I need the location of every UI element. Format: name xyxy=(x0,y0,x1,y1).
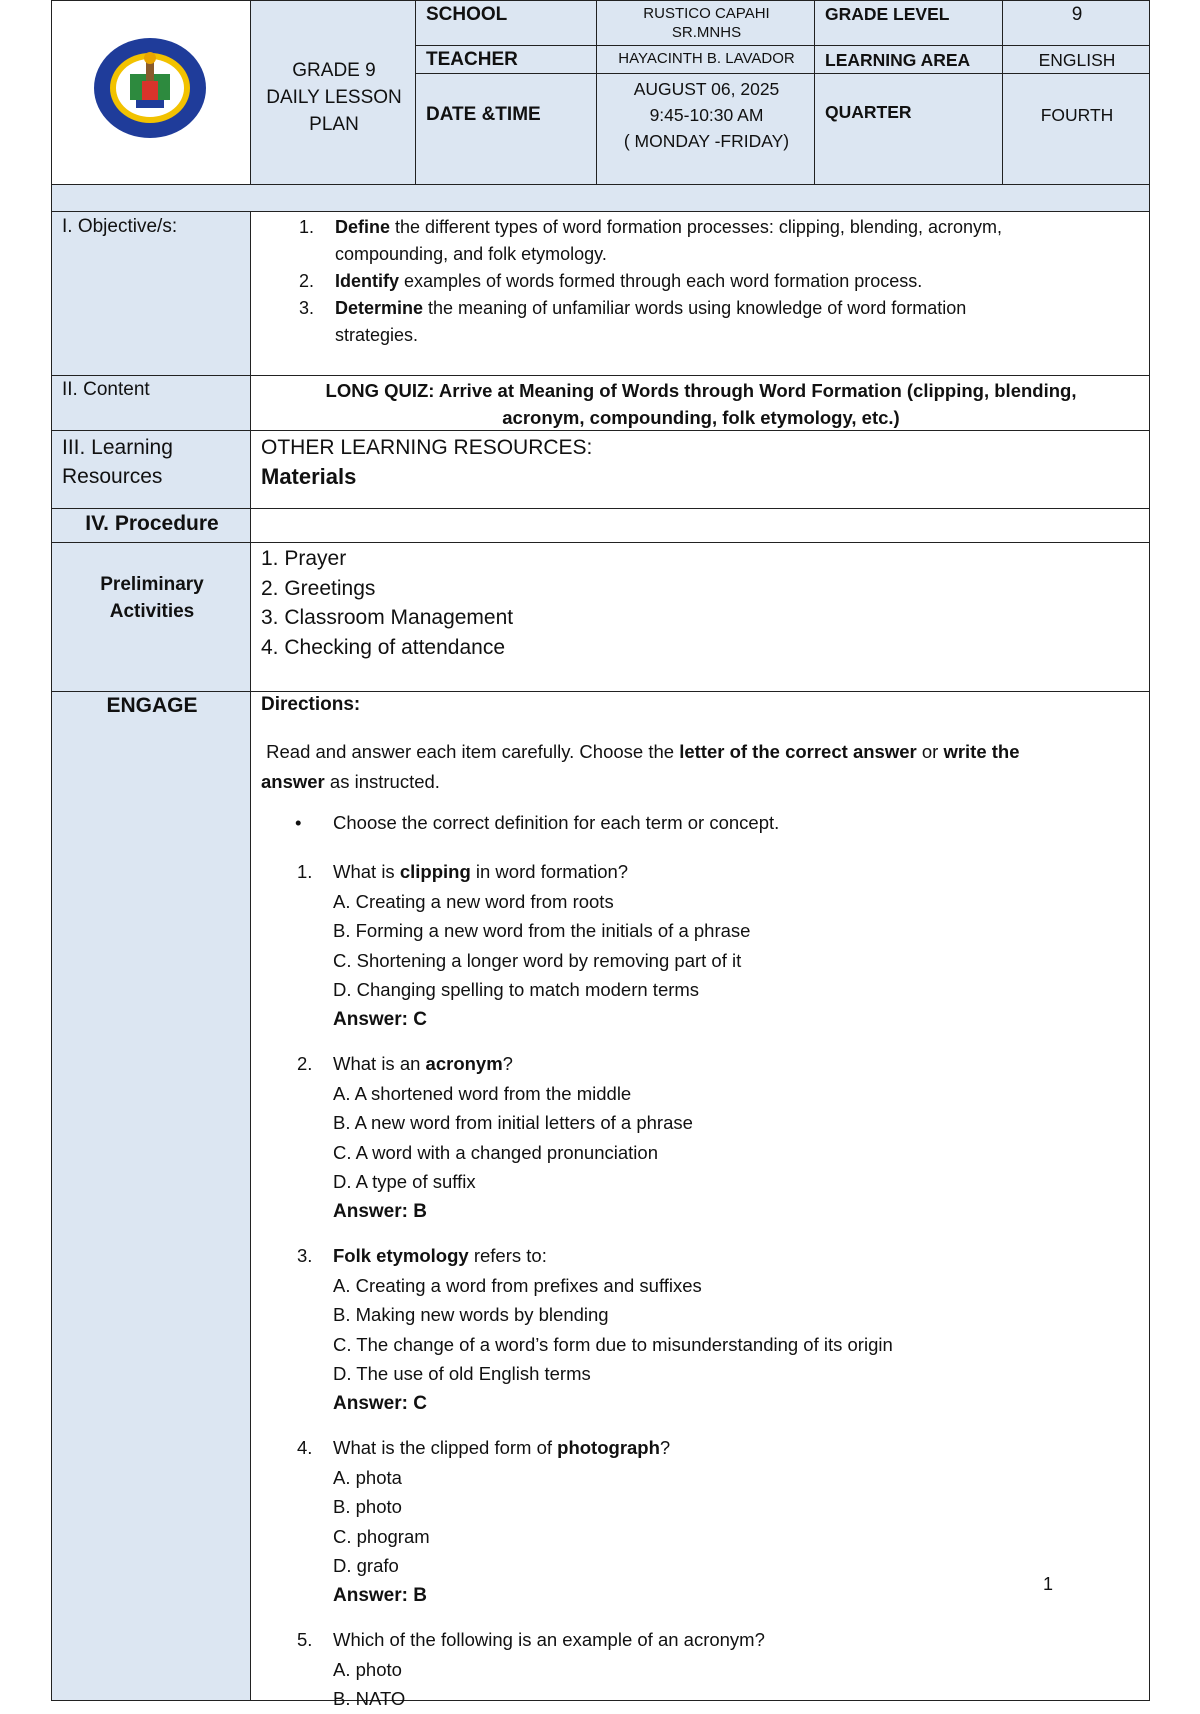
school-logo xyxy=(92,36,208,140)
preliminary-item: 4. Checking of attendance xyxy=(261,635,506,659)
teacher-label-cell xyxy=(415,45,597,74)
resources-cell xyxy=(250,430,1150,509)
quarter-value-cell xyxy=(1002,73,1150,185)
bullet-icon: • xyxy=(295,812,302,833)
procedure-label-cell xyxy=(51,508,251,543)
answer-option: B. photo xyxy=(333,1496,402,1517)
answer-option: C. Shortening a longer word by removing part of it xyxy=(333,949,742,971)
question-number: 1. xyxy=(297,861,313,882)
plan-title-line: PLAN xyxy=(309,114,359,135)
learning-area-label: LEARNING AREA xyxy=(825,50,971,70)
preliminary-label-line: Activities xyxy=(109,601,195,622)
answer-option: A. Creating a new word from roots xyxy=(333,890,614,912)
answer-option: B. A new word from initial letters of a phrase xyxy=(333,1112,693,1133)
answer-option: C. phogram xyxy=(333,1525,430,1547)
objective-number: 2. xyxy=(299,271,315,291)
preliminary-item: 3. Classroom Management xyxy=(261,606,514,629)
plan-title-line: DAILY LESSON xyxy=(266,87,402,108)
quarter-value: FOURTH xyxy=(1040,105,1114,125)
grade-level-label-cell xyxy=(814,0,1003,46)
teacher-value-cell xyxy=(596,45,815,74)
objective-text: the different types of word formation processes: clipping, blending, acronym, xyxy=(390,217,1003,237)
resources-label-line: III. Learning xyxy=(62,436,173,459)
school-value-line: RUSTICO CAPAHI xyxy=(643,5,770,22)
date-label-cell xyxy=(415,73,597,185)
content-label-cell xyxy=(51,375,251,431)
resources-label-line: Resources xyxy=(62,465,163,488)
school-label: SCHOOL xyxy=(426,4,508,25)
preliminary-label-cell xyxy=(51,542,251,692)
question-item xyxy=(297,1241,893,1418)
procedure-cell xyxy=(250,508,1150,543)
school-value-cell xyxy=(596,0,815,46)
preliminary-item: 1. Prayer xyxy=(261,547,347,570)
content-line: acronym, compounding, folk etymology, etc.) xyxy=(502,407,900,428)
date-value-line: AUGUST 06, 2025 xyxy=(633,79,780,99)
learning-area-value: ENGLISH xyxy=(1038,50,1116,70)
quarter-label-cell xyxy=(814,73,1003,185)
question-item xyxy=(297,1049,693,1226)
materials-heading: Materials xyxy=(261,464,357,489)
preliminary-item: 2. Greetings xyxy=(261,576,376,600)
directions-emph-letter: letter of the correct answer xyxy=(679,741,917,762)
answer-option: B. NATO xyxy=(333,1688,406,1709)
answer-option: D. grafo xyxy=(333,1555,399,1576)
question-number: 4. xyxy=(297,1437,313,1458)
resources-label-cell xyxy=(51,430,251,509)
objectives-label: I. Objective/s: xyxy=(62,216,178,237)
answer-option: A. Creating a word from prefixes and suffixes xyxy=(333,1274,702,1296)
teacher-label: TEACHER xyxy=(426,49,518,70)
content-line: LONG QUIZ: Arrive at Meaning of Words through Word Formation (clipping, blending, xyxy=(325,380,1077,401)
school-label-cell xyxy=(415,0,597,46)
answer-option: A. A shortened word from the middle xyxy=(333,1082,632,1104)
directions-text-a: Read and answer each item carefully. Choose the xyxy=(266,741,680,762)
objective-text: examples of words formed through each word formation process. xyxy=(399,271,923,291)
question-text: Folk etymology refers to: xyxy=(333,1245,547,1266)
answer-key: Answer: B xyxy=(333,1200,427,1222)
bullet-instruction: Choose the correct definition for each term or concept. xyxy=(333,812,780,833)
date-label: DATE &TIME xyxy=(426,104,541,125)
answer-key: Answer: C xyxy=(333,1008,427,1030)
grade-level-value-cell xyxy=(1002,0,1150,46)
answer-option: D. A type of suffix xyxy=(333,1171,476,1192)
objective-number: 1. xyxy=(299,217,315,237)
time-value-line: 9:45-10:30 AM xyxy=(649,105,764,125)
question-text: What is clipping in word formation? xyxy=(333,861,629,882)
content-label: II. Content xyxy=(62,379,150,400)
objective-text-cont: compounding, and folk etymology. xyxy=(335,244,607,264)
directions-text-c: or xyxy=(916,741,944,762)
resources-line: OTHER LEARNING RESOURCES: xyxy=(261,436,593,459)
question-number: 2. xyxy=(297,1053,313,1074)
plan-title-cell xyxy=(250,0,416,185)
objective-item xyxy=(251,295,1151,349)
preliminary-label-line: Preliminary xyxy=(100,574,204,595)
learning-area-value-cell xyxy=(1002,45,1150,74)
header-spacer-band xyxy=(51,184,1150,212)
procedure-label: IV. Procedure xyxy=(85,512,219,535)
question-number: 3. xyxy=(297,1245,313,1266)
answer-option: B. Forming a new word from the initials of a phrase xyxy=(333,920,751,941)
objective-item xyxy=(251,214,1151,268)
question-item xyxy=(297,857,751,1034)
question-item xyxy=(297,1625,765,1714)
preliminary-cell xyxy=(250,542,1150,692)
objective-text-cont: strategies. xyxy=(335,325,419,345)
days-value-line: ( MONDAY -FRIDAY) xyxy=(623,131,790,151)
answer-option: A. photo xyxy=(333,1658,402,1680)
date-value-cell xyxy=(596,73,815,185)
learning-area-label-cell xyxy=(814,45,1003,74)
objectives-cell xyxy=(250,211,1150,376)
page-number: 1 xyxy=(1043,1574,1054,1594)
engage-label-cell xyxy=(51,691,251,1701)
logo-cell xyxy=(51,0,251,185)
objective-verb: Determine xyxy=(335,298,424,318)
directions-label: Directions: xyxy=(261,694,361,715)
question-item xyxy=(297,1433,671,1610)
answer-key: Answer: C xyxy=(333,1392,427,1414)
objective-number: 3. xyxy=(299,298,315,318)
objective-text: the meaning of unfamiliar words using knowledge of word formation xyxy=(423,298,967,318)
answer-option: D. Changing spelling to match modern terms xyxy=(333,979,700,1000)
objective-item xyxy=(251,268,1151,295)
answer-option: C. The change of a word’s form due to misunderstanding of its origin xyxy=(333,1333,893,1355)
grade-level-label: GRADE LEVEL xyxy=(825,4,950,24)
plan-title-line: GRADE 9 xyxy=(292,60,376,81)
objective-verb: Define xyxy=(335,217,391,237)
answer-option: D. The use of old English terms xyxy=(333,1363,591,1384)
content-cell xyxy=(250,375,1150,431)
directions-text xyxy=(261,737,1141,796)
directions-text-f: as instructed. xyxy=(324,770,440,792)
objective-verb: Identify xyxy=(335,271,400,291)
grade-level-value: 9 xyxy=(1071,4,1083,25)
engage-label: ENGAGE xyxy=(106,694,198,717)
directions-emph-write: write the xyxy=(943,741,1020,762)
directions-emph-answer: answer xyxy=(261,770,325,792)
question-text: What is an acronym? xyxy=(333,1053,513,1074)
objectives-label-cell xyxy=(51,211,251,376)
question-text: Which of the following is an example of an acronym? xyxy=(333,1629,765,1650)
school-value-line: SR.MNHS xyxy=(671,24,742,41)
answer-key: Answer: B xyxy=(333,1584,427,1606)
answer-option: B. Making new words by blending xyxy=(333,1304,609,1325)
question-number: 5. xyxy=(297,1629,313,1650)
question-text: What is the clipped form of photograph? xyxy=(333,1437,671,1458)
answer-option: A. phota xyxy=(333,1466,402,1488)
quarter-label: QUARTER xyxy=(825,102,912,122)
teacher-value: HAYACINTH B. LAVADOR xyxy=(618,50,795,67)
answer-option: C. A word with a changed pronunciation xyxy=(333,1141,658,1163)
